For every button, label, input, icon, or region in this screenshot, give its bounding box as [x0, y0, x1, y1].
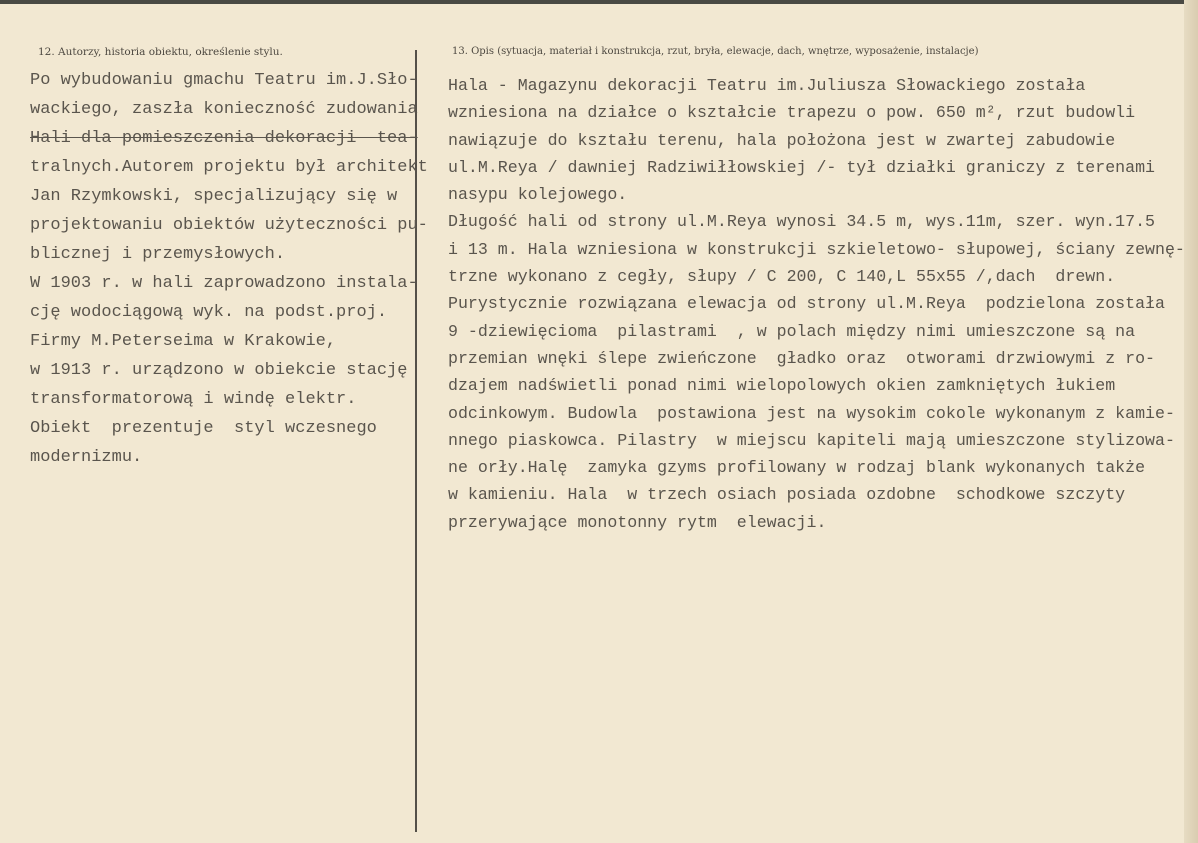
section-13-text	[448, 72, 1185, 536]
text-line: ul.M.Reya / dawniej Radziwiłłowskiej /- tył działki graniczy z terenami	[448, 157, 1156, 177]
text-line: blicznej i przemysłowych.	[30, 245, 286, 264]
text-line: Obiekt prezentuje styl wczesnego	[30, 419, 377, 438]
text-line: modernizmu.	[30, 448, 143, 467]
text-line: Długość hali od strony ul.M.Reya wynosi 34.5 m, wys.11m, szer. wyn.17.5	[448, 212, 1156, 232]
text-line: w 1913 r. urządzono w obiekcie stację	[30, 361, 408, 380]
text-line: cję wodociągową wyk. na podst.proj.	[30, 303, 388, 322]
text-line: Hali dla pomieszczenia dekoracji tea-	[30, 129, 418, 148]
page-right-edge	[1184, 0, 1198, 843]
text-line: Jan Rzymkowski, specjalizujący się w	[30, 187, 398, 206]
text-line: wackiego, zaszła konieczność zudowania	[30, 100, 418, 119]
text-line: nnego piaskowca. Pilastry w miejscu kapiteli mają umieszczone stylizowa-	[448, 430, 1175, 450]
text-line: projektowaniu obiektów użyteczności pu-	[30, 216, 428, 235]
section-13-header: 13. Opis (sytuacja, materiał i konstrukcja, rzut, bryła, elewacje, dach, wnętrze, wyposażenie, instalacje)	[452, 46, 979, 57]
text-line: nasypu kolejowego.	[448, 185, 628, 205]
text-line: przerywające monotonny rytm elewacji.	[448, 512, 827, 532]
text-line: wzniesiona na działce o kształcie trapezu o pow. 650 m², rzut budowli	[448, 103, 1136, 123]
text-line: nawiązuje do kształu terenu, hala położona jest w zwartej zabudowie	[448, 130, 1116, 150]
text-line: tralnych.Autorem projektu był architekt	[30, 158, 428, 177]
text-line: 9 -dziewięcioma pilastrami , w polach między nimi umieszczone są na	[448, 321, 1136, 341]
text-line: Firmy M.Peterseima w Krakowie,	[30, 332, 337, 351]
text-line: W 1903 r. w hali zaprowadzono instala-	[30, 274, 418, 293]
text-line: przemian wnęki ślepe zwieńczone gładko oraz otworami drzwiowymi z ro-	[448, 348, 1156, 368]
text-line: dzajem nadświetli ponad nimi wielopolowych okien zamkniętych łukiem	[448, 376, 1116, 396]
text-line: w kamieniu. Hala w trzech osiach posiada ozdobne schodkowe szczyty	[448, 485, 1126, 505]
text-line: odcinkowym. Budowla postawiona jest na wysokim cokole wykonanym z kamie-	[448, 403, 1175, 423]
page-top-edge	[0, 0, 1198, 4]
section-12-header: 12. Autorzy, historia obiektu, określenie stylu.	[38, 46, 283, 58]
text-line: Po wybudowaniu gmachu Teatru im.J.Sło-	[30, 71, 418, 90]
text-line: transformatorową i windę elektr.	[30, 390, 357, 409]
text-line: ne orły.Halę zamyka gzyms profilowany w rodzaj blank wykonanych także	[448, 458, 1146, 478]
text-line: trzne wykonano z cegły, słupy / C 200, C 140,L 55x55 /,dach drewn.	[448, 267, 1116, 287]
text-line: Hala - Magazynu dekoracji Teatru im.Juliusza Słowackiego została	[448, 76, 1086, 95]
text-line: Purystycznie rozwiązana elewacja od strony ul.M.Reya podzielona została	[448, 294, 1165, 314]
section-12-text	[30, 66, 428, 472]
text-line: i 13 m. Hala wzniesiona w konstrukcji szkieletowo- słupowej, ściany zewnę-	[448, 239, 1185, 259]
